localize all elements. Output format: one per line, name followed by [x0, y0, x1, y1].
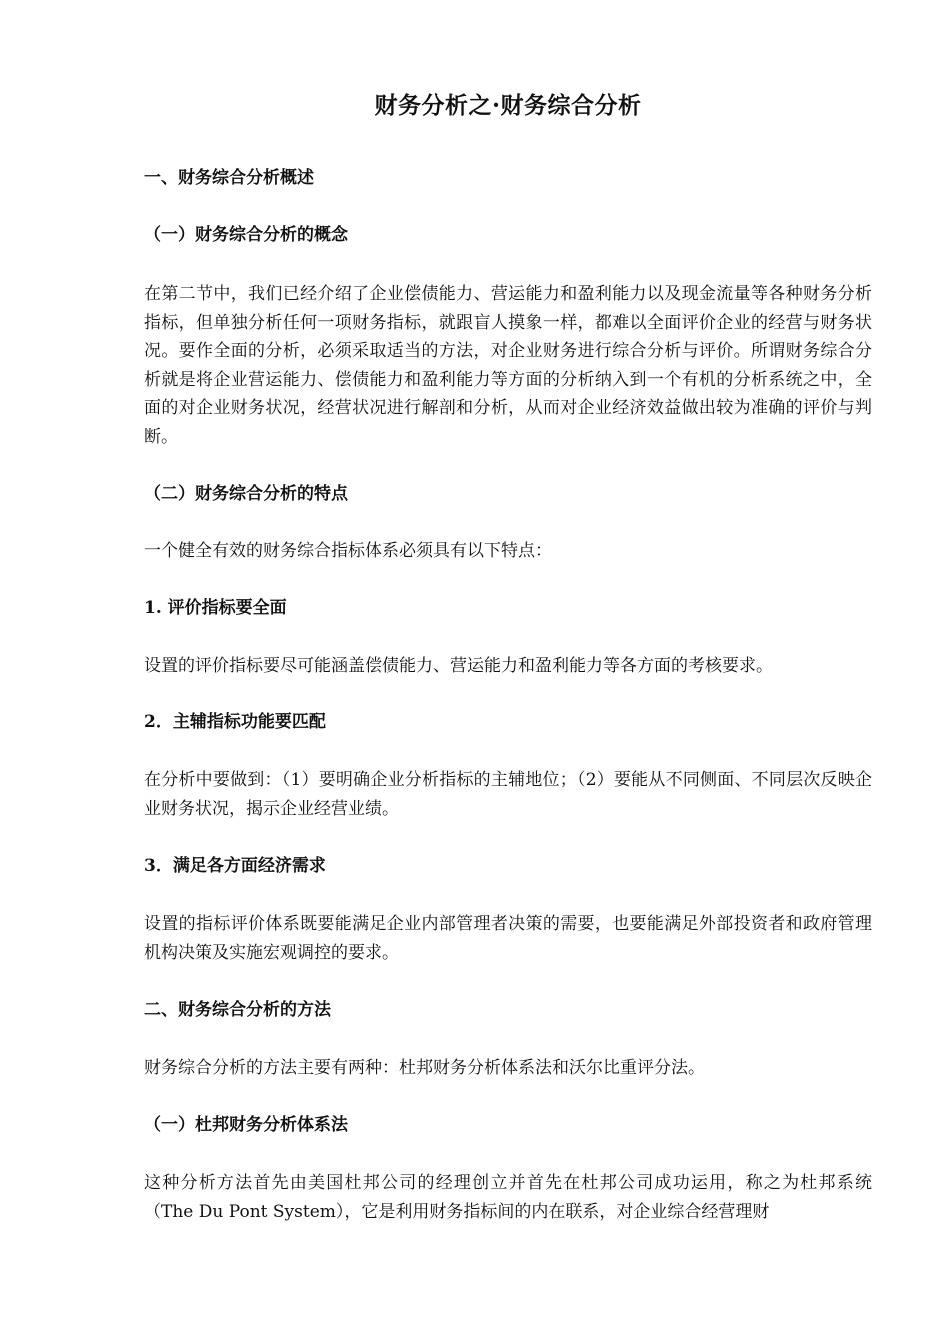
document-title: 财务分析之·财务综合分析	[374, 92, 642, 119]
paragraph-feature-3: 设置的指标评价体系既要能满足企业内部管理者决策的需要，也要能满足外部投资者和政府管理机构决策及实施宏观调控的要求。	[144, 914, 872, 963]
paragraph-feature-2: 在分析中要做到：（1）要明确企业分析指标的主辅地位；（2）要能从不同侧面、不同层次反映企业财务状况，揭示企业经营业绩。	[144, 770, 872, 819]
paragraph-methods: 财务综合分析的方法主要有两种：杜邦财务分析体系法和沃尔比重评分法。	[144, 1058, 705, 1078]
subsection-heading-dupont: （一）杜邦财务分析体系法	[144, 1115, 348, 1135]
paragraph-feature-1: 设置的评价指标要尽可能涵盖偿债能力、营运能力和盈利能力等各方面的考核要求。	[144, 656, 773, 676]
feature-heading-3: 3．满足各方面经济需求	[144, 856, 326, 876]
subsection-heading-features: （二）财务综合分析的特点	[144, 484, 348, 504]
paragraph-features-intro: 一个健全有效的财务综合指标体系必须具有以下特点：	[144, 541, 552, 561]
feature-heading-2: 2．主辅指标功能要匹配	[144, 712, 326, 732]
subsection-heading-concept: （一）财务综合分析的概念	[144, 225, 348, 245]
feature-heading-1: 1. 评价指标要全面	[144, 598, 287, 618]
section-heading-methods: 二、财务综合分析的方法	[144, 1000, 331, 1020]
paragraph-concept: 在第二节中，我们已经介绍了企业偿债能力、营运能力和盈利能力以及现金流量等各种财务分析指标，但单独分析任何一项财务指标，就跟盲人摸象一样，都难以全面评价企业的经营与财务状况。要作全面的分析，必须采取适当的方法，对企业财务进行综合分析与评价。所谓财务综合分析就是将企业营运能力、偿债能力和盈利能力等方面的分析纳入到一个有机的分析系统之中，全面的对企业财务状况，经营状况进行解剖和分析，从而对企业经济效益做出较为准确的评价与判断。	[144, 284, 872, 447]
section-heading-overview: 一、财务综合分析概述	[144, 168, 314, 188]
paragraph-dupont: 这种分析方法首先由美国杜邦公司的经理创立并首先在杜邦公司成功运用，称之为杜邦系统（The Du Pont System），它是利用财务指标间的内在联系，对企业综合经营理财	[144, 1173, 872, 1222]
